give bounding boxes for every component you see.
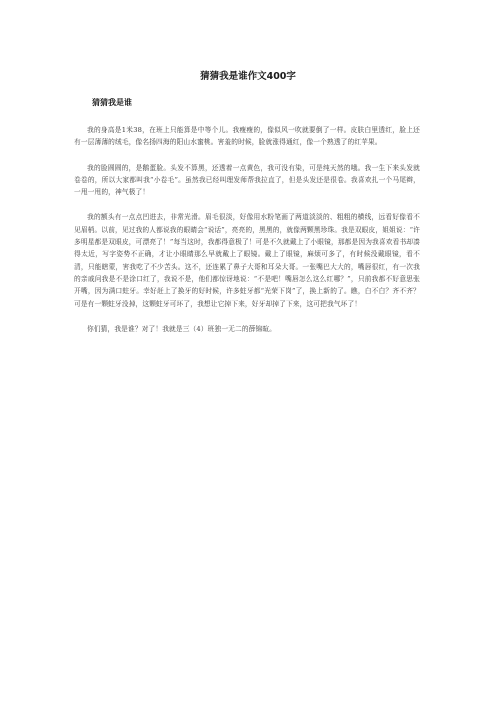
document-title: 猜猜我是谁作文400字 — [200, 71, 296, 82]
essay-body — [74, 124, 420, 348]
paragraph-conclusion: 你们猜，我是谁？对了！我就是三（4）班独一无二的薛锦暄。 — [87, 324, 277, 333]
essay-subtitle: 猜猜我是谁 — [92, 98, 132, 107]
paragraph-face-hair: 我的脸圆圆的，是鹅蛋脸。头发不算黑，还透着一点黄色，我可没有染，可是纯天然的哦。我一生下来头发就卷卷的，所以大家都叫我“小卷毛”。虽然我已经叫理发师帮我拉直了，但是头发还是很卷。我喜欢扎一个马尾辫，一甩一甩的，神气极了！ — [74, 163, 420, 197]
paragraph-appearance: 我的身高是1米38，在班上只能算是中等个儿。我瘦瘦的，像似风一吹就要倒了一样。皮肤白里透红，脸上还有一层薄薄的绒毛，像名扬四海的阳山水蜜桃。害羞的时候，脸就涨得通红，像一个熟透了的红苹果。 — [74, 126, 420, 147]
paragraph-features: 我的额头有一点点凹进去，非常光滑。眉毛很淡，好像用水粉笔画了两道淡淡的、粗粗的横线，远看好像看不见眉梢。以前，见过我的人都说我的眼睛会“说话”，亮亮的，黑黑的，就像两颗黑珍珠。我是双眼皮，姐姐说：“许多明星都是双眼皮，可漂亮了！”每当这时，我都得意极了！可是不久就戴上了小眼镜，那都是因为我喜欢看书却凑得太近，写字姿势不正确，才让小眼睛那么早就戴上了眼镜。戴上了眼镜，麻烦可多了，有时候没戴眼镜，看不清，只能瞎蒙，害我吃了不少苦头。这不，还连累了鼻子大哥和耳朵大哥。一张嘴巴大大的，嘴唇很红，有一次我的亲戚问我是不是涂口红了，我说不是，他们都惊讶地说：“不是吧！嘴唇怎么这么红哪？”，只前我都不好意思张开嘴，因为满口蛀牙。幸好赶上了换牙的好时候，许多蛀牙都“光荣下岗”了，换上新的了。瞧，白不白？齐不齐？可是有一颗蛀牙没掉，这颗蛀牙可坏了，我想让它掉下来，好牙却掉了下来，这可把我气坏了！ — [74, 213, 420, 308]
